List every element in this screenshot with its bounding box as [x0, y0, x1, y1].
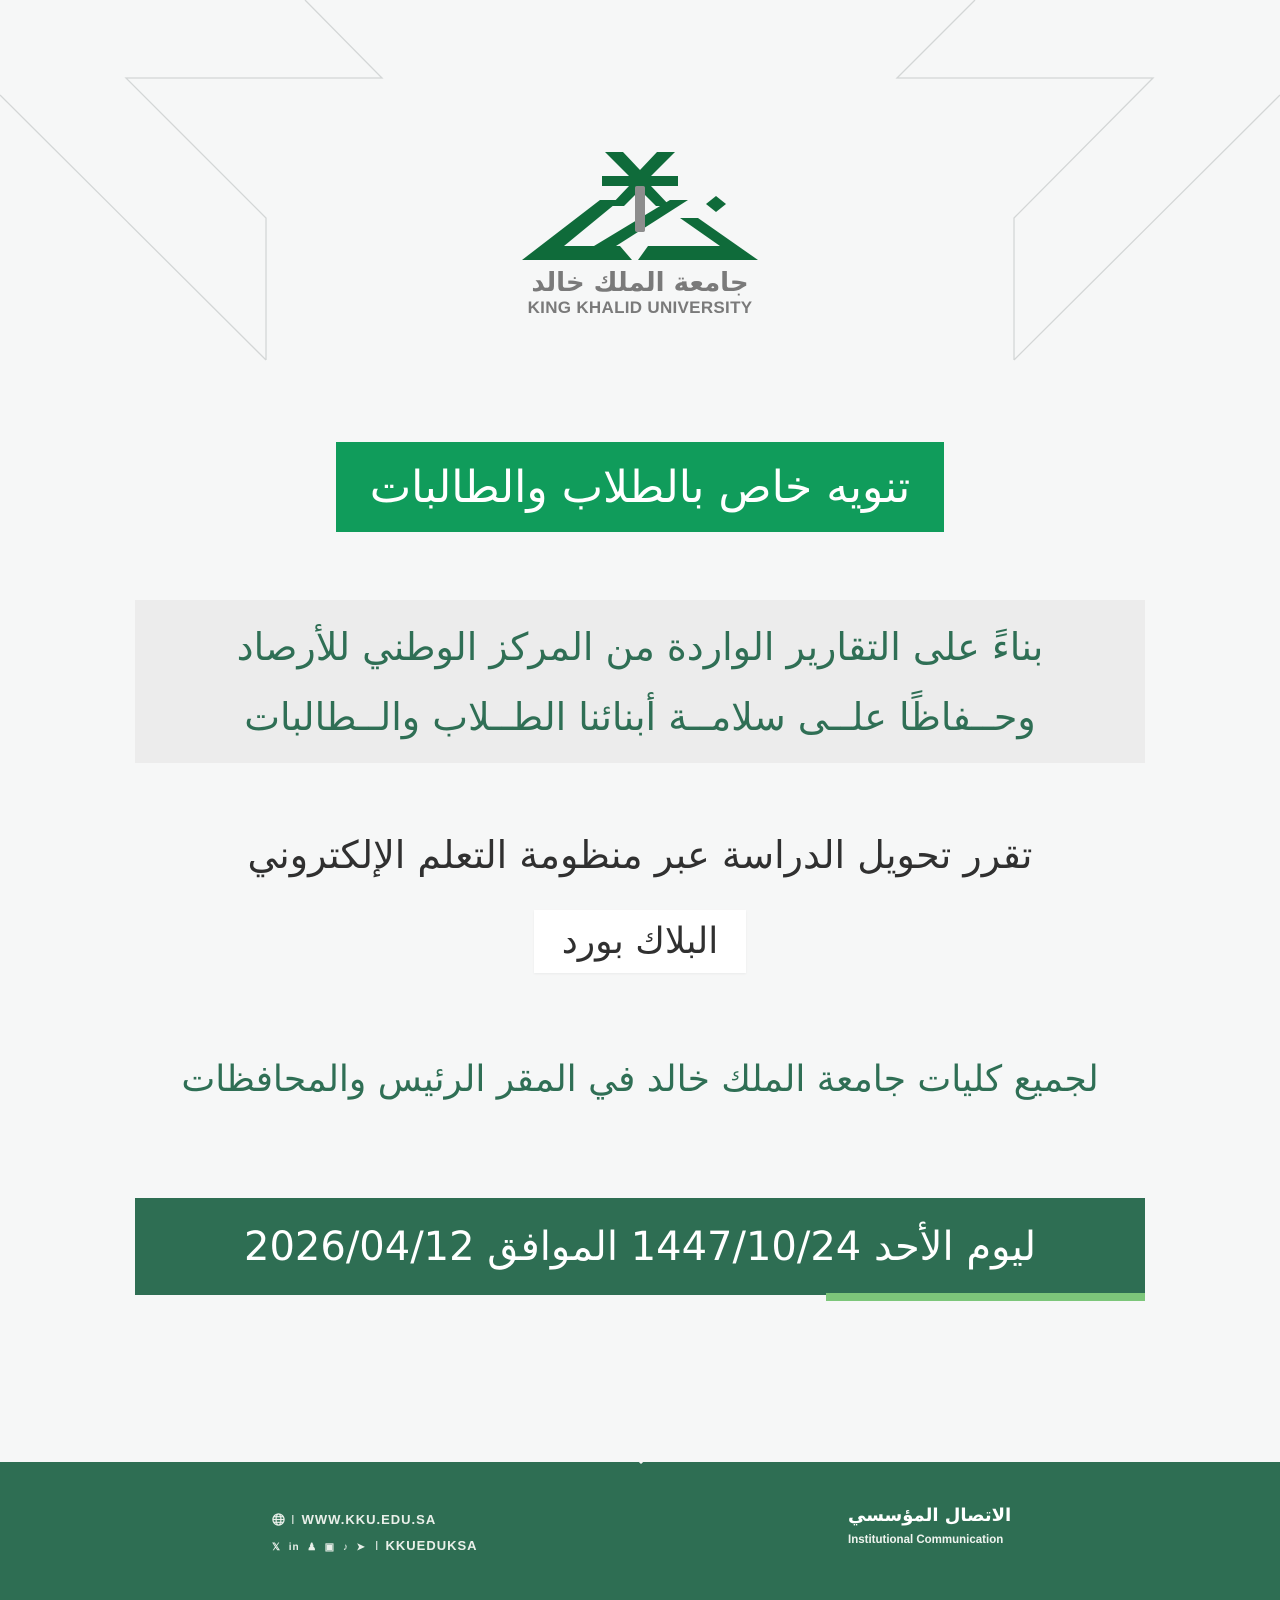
social-icons — [272, 1538, 369, 1553]
intro-line-2: وحــفاظًا علــى سلامــة أبنائنا الطــلاب والــطالبات — [244, 694, 1036, 739]
footer-department — [848, 1503, 1011, 1551]
logo-arabic-name: جامعة الملك خالد — [531, 268, 749, 298]
trunk-icon — [635, 186, 645, 232]
x-icon[interactable]: 𝕏 — [272, 1541, 282, 1553]
separator: I — [374, 1537, 380, 1553]
footer — [0, 1462, 1280, 1600]
date-accent-bar — [826, 1293, 1145, 1301]
snapchat-icon[interactable]: ♟ — [307, 1541, 318, 1553]
website-link[interactable]: WWW.KKU.EDU.SA — [301, 1511, 437, 1527]
intro-line-1: بناءً على التقارير الواردة من المركز الوطني للأرصاد — [236, 624, 1044, 669]
announcement-title: تنويه خاص بالطلاب والطالبات — [336, 442, 944, 532]
telegram-icon[interactable]: ➤ — [356, 1541, 366, 1553]
department-arabic: الاتصال المؤسسي — [848, 1505, 1012, 1526]
linkedin-icon[interactable]: in — [288, 1541, 300, 1553]
footer-contact — [272, 1506, 478, 1558]
intro-box — [135, 600, 1145, 763]
footer-notch — [630, 1454, 652, 1464]
department-english: Institutional Communication — [848, 1534, 1004, 1546]
scope-text: لجميع كليات جامعة الملك خالد في المقر الرئيس والمحافظات — [181, 1059, 1099, 1100]
globe-icon — [272, 1513, 285, 1526]
logo-english-name: KING KHALID UNIVERSITY — [527, 298, 753, 317]
decision-text: تقرر تحويل الدراسة عبر منظومة التعلم الإلكتروني — [247, 833, 1033, 877]
university-logo — [520, 148, 760, 328]
date-banner: ليوم الأحد 1447/10/24 الموافق 2026/04/12 — [135, 1198, 1145, 1295]
platform-badge: البلاك بورد — [534, 910, 746, 973]
separator: I — [291, 1511, 296, 1527]
tiktok-icon[interactable]: ♪ — [342, 1541, 349, 1553]
instagram-icon[interactable]: ▣ — [324, 1541, 336, 1553]
social-handle[interactable]: KKUEDUKSA — [385, 1537, 478, 1553]
palm-emblem-icon — [520, 148, 760, 266]
